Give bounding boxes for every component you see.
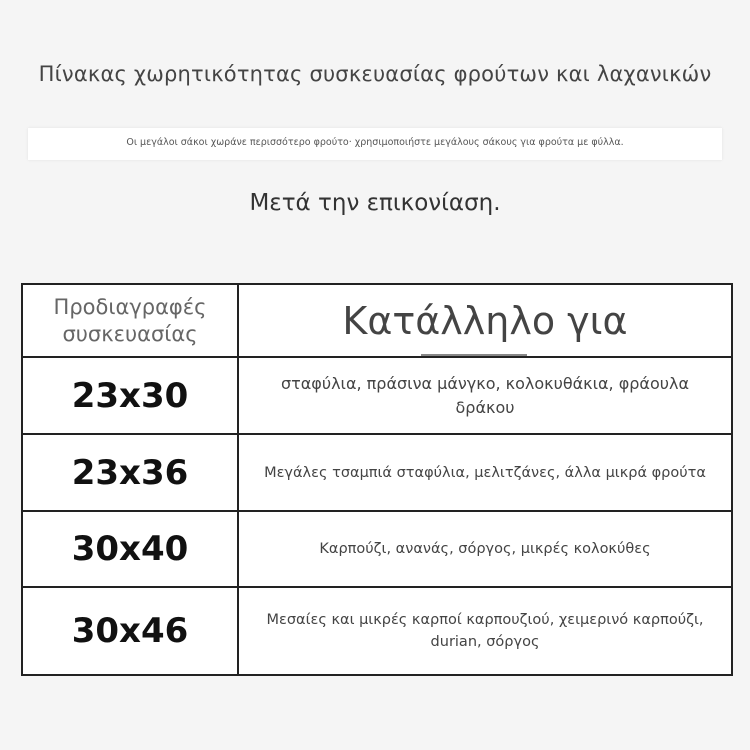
table-row [22, 357, 732, 434]
header-spec: Προδιαγραφές συσκευασίας [22, 284, 238, 357]
subtitle: Μετά την επικονίαση. [249, 190, 501, 216]
table-row [22, 511, 732, 587]
table-header-row [22, 284, 732, 357]
table-row [22, 434, 732, 511]
use-cell: Μεσαίες και μικρές καρποί καρπουζιού, χειμερινό καρπούζι, durian, σόργος [238, 587, 732, 675]
size-cell: 30x40 [22, 511, 238, 587]
packaging-table [21, 283, 733, 676]
size-cell: 23x30 [22, 357, 238, 434]
header-use [238, 284, 732, 357]
size-cell: 30x46 [22, 587, 238, 675]
note-banner [28, 128, 722, 160]
size-cell: 23x36 [22, 434, 238, 511]
header-use-label: Κατάλληλο για [342, 298, 628, 343]
page-title: Πίνακας χωρητικότητας συσκευασίας φρούτων και λαχανικών [38, 62, 712, 86]
use-cell: Μεγάλες τσαμπιά σταφύλια, μελιτζάνες, άλλα μικρά φρούτα [238, 434, 732, 511]
use-cell: σταφύλια, πράσινα μάνγκο, κολοκυθάκια, φράουλα δράκου [238, 357, 732, 434]
table-row [22, 587, 732, 675]
use-cell: Καρπούζι, ανανάς, σόργος, μικρές κολοκύθες [238, 511, 732, 587]
header-underline [421, 354, 527, 356]
note-text: Οι μεγάλοι σάκοι χωράνε περισσότερο φρούτο· χρησιμοποιήστε μεγάλους σάκους για φρούτα με φύλλα. [126, 137, 624, 148]
